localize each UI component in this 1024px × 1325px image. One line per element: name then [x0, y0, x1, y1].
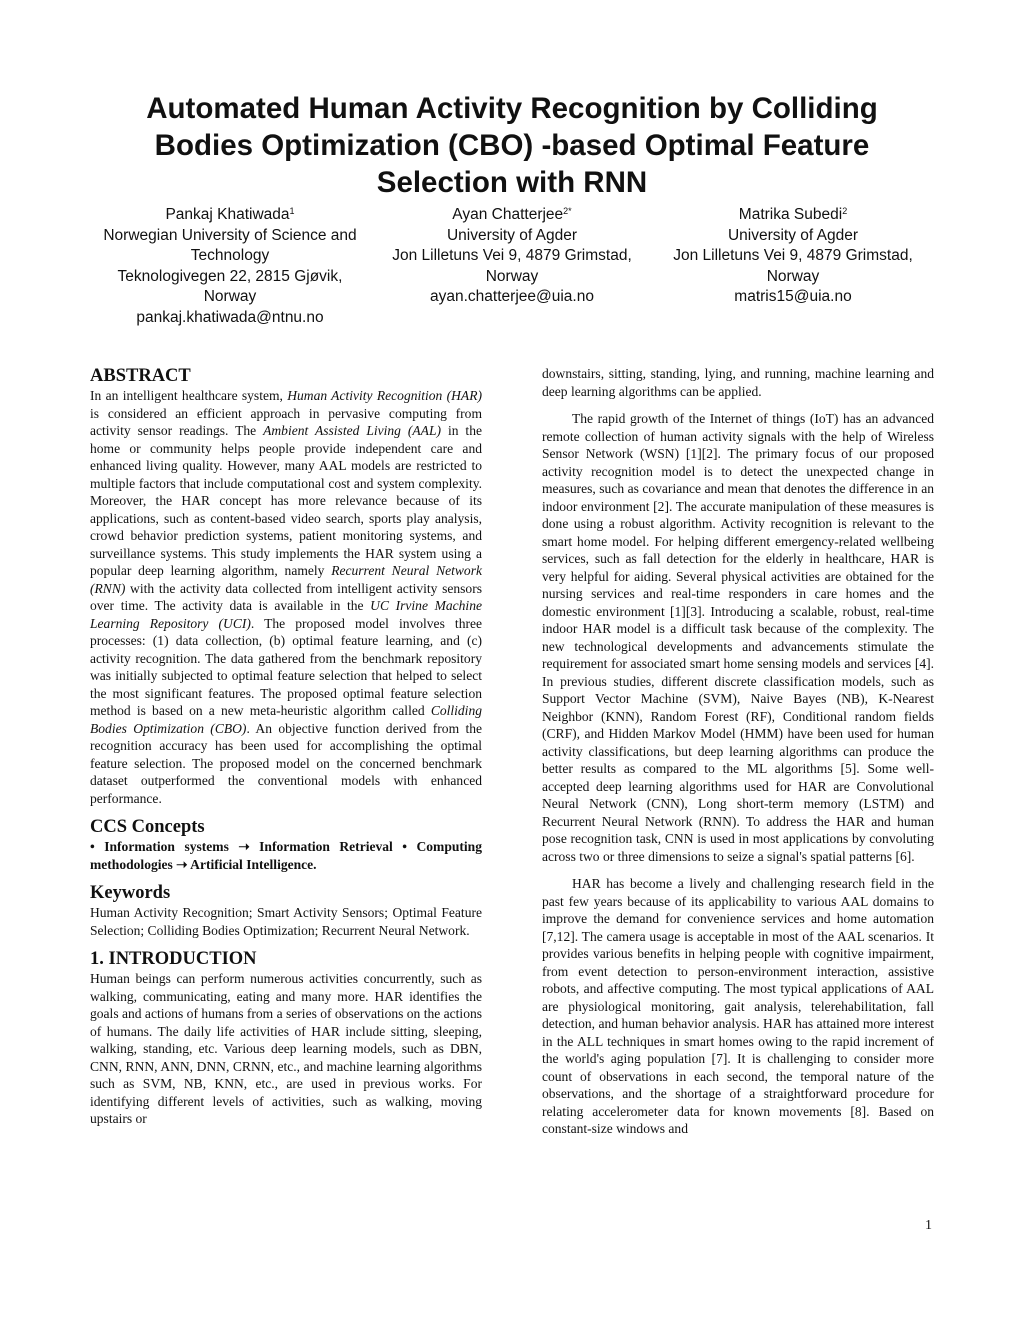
author-block-2 [362, 205, 662, 308]
abstract-heading: ABSTRACT [90, 366, 191, 386]
abstract-italic-term: UC Irvine Machine Learning Repository (UCI) [90, 598, 482, 631]
abstract-segment: in the home or community helps people provide independent care and enhanced living quality. However, many AAL models are restricted to multiple factors that include computational cost and system complexity. Moreover, the HAR concept has more relevance because of its applications, such as content-based video search, sports play analysis, crowd behavior prediction systems, patient monitoring systems, and surveillance systems. This study implements the HAR system using a popular deep learning algorithm, namely [90, 423, 482, 578]
author-name: Ayan Chatterjee$^{2*}$ [452, 206, 572, 223]
title-line: Automated Human Activity Recognition by Colliding [146, 92, 878, 125]
ccs-concepts-text: • Information systems ➝ Information Retrieval • Computing methodologies ➝ Artificial Intelligence. [90, 839, 482, 872]
introduction-text-right-1: downstairs, sitting, standing, lying, and running, machine learning and deep learning algorithms can be applied. [542, 366, 934, 399]
abstract-text [90, 387, 482, 807]
author-country: Norway [485, 267, 539, 285]
author-affiliation: University of Agder [446, 226, 578, 244]
author-affiliation: Norwegian University of Science and [103, 226, 357, 244]
paper-title [100, 90, 924, 201]
author-email[interactable]: ayan.chatterjee@uia.no [430, 288, 594, 305]
abstract-segment: with the activity data collected from intelligent activity sensors over time. The activity data is available in the [90, 580, 482, 613]
page-number: 1 [925, 1218, 932, 1233]
introduction-text-right-2: The rapid growth of the Internet of things (IoT) has an advanced remote collection of human activity signals with the help of Wireless Sensor Network (WSN) [1][2]. The primary focus of our proposed activity recognition model is to detect the unexpected change in measures, such as covariance and mean that denotes the difference in an indoor environment [2]. The accurate manipulation of these measures is done using a robust algorithm. Activity recognition is relevant to the smart home model. For helping different emergency-related wellbeing services, such as fall detection for the elderly in healthcare, HAR is very helpful for aiding. Several physical activities are obtained for the nursing services and real-time responders in care homes and the domestic environment [1][3]. Introducing a scalable, robust, real-time indoor HAR model is a difficult task because of the complexity. The new technological developments and advancements stimulate the requirement for associated smart home sensing models and services [4]. In previous studies, different discrete classification models, such as Support Vector Machine (SVM), Naive Bayes (NB), K-Nearest Neighbor (KNN), Random Forest (RF), Conditional random fields (CRF), and Hidden Markov Model (HMM) have been used for human activity classifications, but deep learning algorithms can produce the better results as compared to the ML algorithms [5]. Some well-accepted deep learning algorithms used for HAR are Convolutional Neural Network (CNN), Long short-term memory (LSTM) and Recurrent Neural Network (RNN). To address the HAR and human pose recognition task, CNN is used in most applications by convoluting across two or three dimensions to seize a signal's spatial patterns [6]. [542, 411, 934, 864]
abstract-italic-term: Recurrent Neural Network (RNN) [90, 563, 482, 596]
author-country: Norway [766, 267, 820, 285]
introduction-text-left: Human beings can perform numerous activities concurrently, such as walking, communicating, eating and many more. HAR identifies the goals and actions of humans from a series of observations on the actions of humans. The daily life activities of HAR include sitting, sleeping, walking, standing, etc. Various deep learning models, such as DBN, CNN, RNN, ANN, DNN, CRNN, etc., and machine learning algorithms such as SVM, NB, KNN, etc., are used in previous works. For identifying different levels of activities, such as walking, moving upstairs or [90, 971, 483, 1126]
right-column [542, 365, 934, 1138]
abstract-italic-term: Ambient Assisted Living (AAL) [263, 423, 441, 438]
introduction-heading: 1. INTRODUCTION [90, 949, 257, 969]
title-line: Selection with RNN [376, 166, 648, 199]
abstract-italic-term: Colliding Bodies Optimization (CBO) [90, 703, 482, 736]
introduction-text-right-3: HAR has become a lively and challenging research field in the past few years because of its applicability to various AAL domains to improve the demand for convenience services and home automation [7,12]. The camera usage is acceptable in most of the AAL scenarios. It provides various benefits in helping people with cognitive impairment, from event detection to person-environment interaction, assistive robots, and affective computing. The most typical applications of AAL are physiological monitoring, gait analysis, telerehabilitation, fall detection, and human behavior analysis. HAR has attained more interest in the ALL techniques in smart homes owing to the rapid increment of the world's aging population [7]. It is challenging to consider more count of observations in each second, the temporal nature of the observations, and the shortage of a straightforward procedure for relating accelerometer data for known movements [8]. Based on constant-size windows and [542, 876, 934, 1136]
abstract-segment: In an intelligent healthcare system, [90, 388, 288, 403]
ccs-concepts [90, 838, 482, 873]
abstract-segment: . An objective function derived from the recognition accuracy has been used for accomplishing the optimal feature selection. The proposed model on the concerned benchmark dataset outperformed the conventional models with enhanced performance. [90, 720, 482, 806]
author-address: Jon Lilletuns Vei 9, 4879 Grimstad, [673, 247, 913, 264]
abstract-segment: is considered an efficient approach in pervasive computing from activity sensor readings. The [90, 405, 482, 438]
abstract-segment: . The proposed model involves three processes: (1) data collection, (b) optimal feature learning, and (c) activity recognition. The data gathered from the benchmark repository was initially subjected to optimal feature selection that helped to select the most significant features. The proposed optimal feature selection method is based on a new meta-heuristic algorithm called [90, 615, 483, 718]
left-column [90, 365, 482, 1128]
author-email[interactable]: pankaj.khatiwada@ntnu.no [136, 308, 324, 326]
ccs-heading: CCS Concepts [90, 817, 205, 837]
author-address: Teknologivegen 22, 2815 Gjøvik, [117, 267, 343, 285]
author-name: Matrika Subedi$^2$ [738, 206, 848, 223]
author-block-3 [643, 205, 943, 308]
author-email[interactable]: matris15@uia.no [734, 288, 852, 305]
abstract-italic-term: Human Activity Recognition (HAR) [287, 388, 482, 403]
author-name: Pankaj Khatiwada$^1$ [165, 206, 295, 223]
author-country: Norway [203, 288, 257, 305]
author-block-1 [70, 205, 390, 328]
author-address: Jon Lilletuns Vei 9, 4879 Grimstad, [392, 247, 632, 264]
author-affiliation: Technology [190, 247, 270, 264]
keywords-text: Human Activity Recognition; Smart Activity Sensors; Optimal Feature Selection; Colliding Bodies Optimization; Recurrent Neural Network. [90, 905, 482, 938]
author-affiliation: University of Agder [727, 226, 859, 244]
title-line: Bodies Optimization (CBO) -based Optimal Feature [154, 129, 870, 162]
keywords-heading: Keywords [90, 883, 171, 903]
